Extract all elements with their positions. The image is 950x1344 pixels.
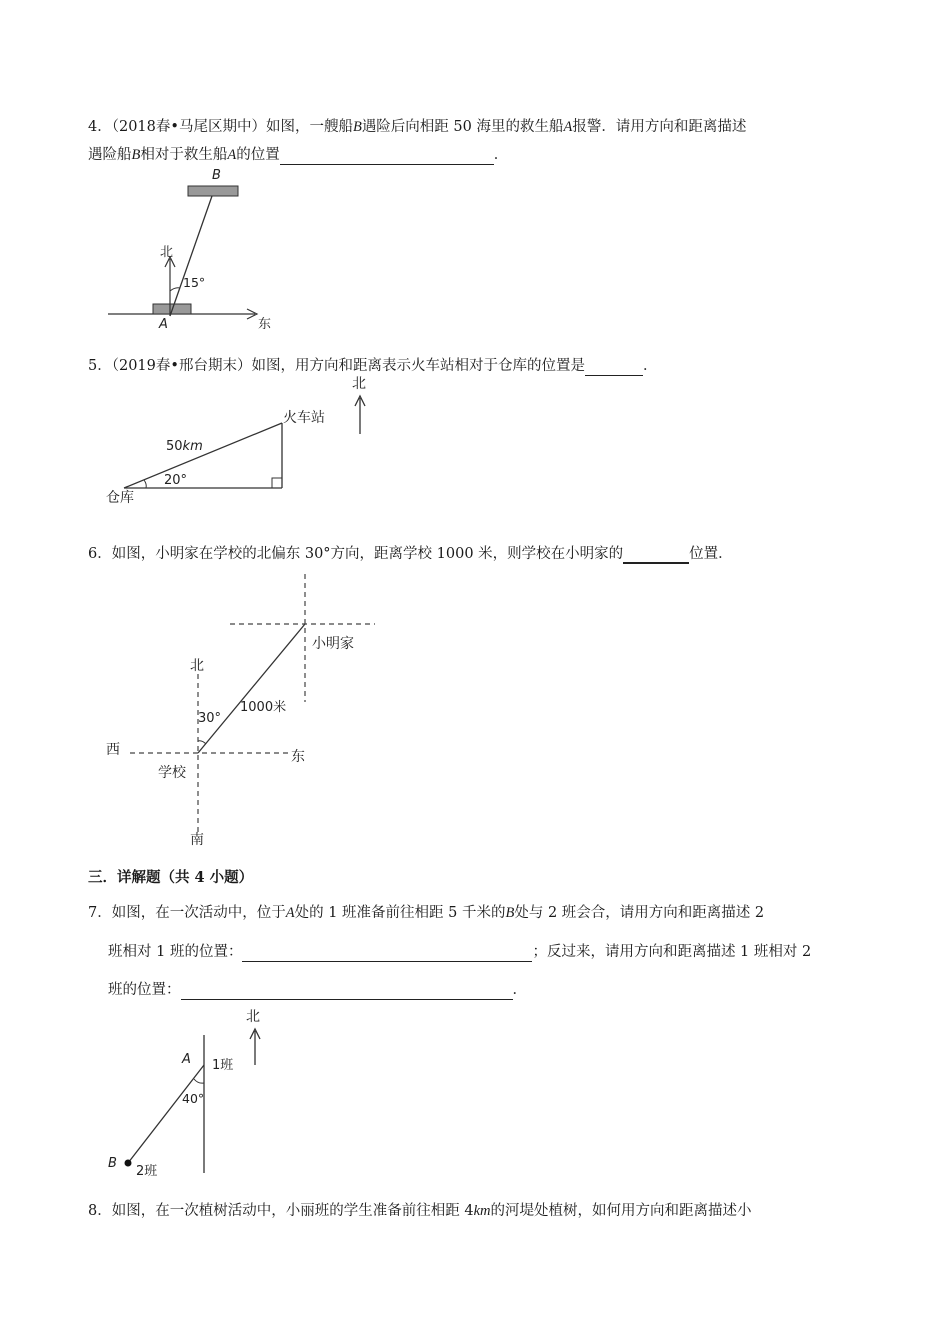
question-text: 位置． [689,546,733,562]
distance-label: 50km [166,439,203,454]
angle-arc [144,480,146,488]
school-label: 学校 [158,765,186,781]
question-number: 8． [88,1203,112,1219]
question-source: （2019春•邢台期末） [111,358,252,374]
question-text: 如图，在一次活动中，位于 [111,905,286,921]
distance-label: 1000米 [240,700,287,715]
question-7-line-3 [108,980,527,1000]
answer-blank[interactable] [623,546,689,564]
ship-b-label: B [212,168,221,183]
class1-label: 1班 [212,1058,234,1073]
question-text: 处的 1 班准备前往相距 5 千米的 [294,905,506,921]
question-text: 的河堤处植树，如何用方向和距离描述小 [490,1203,752,1219]
punctuation: ． [642,358,658,374]
question-text: 报警．请用方向和距离描述 [572,119,747,135]
question-text: 如图，一艘船 [265,119,353,135]
north-label: 北 [190,658,204,674]
point-b-dot [125,1160,132,1167]
angle-label: 40° [182,1091,205,1106]
question-text: 如图，在一次植树活动中，小丽班的学生准备前往相距 4 [111,1203,474,1219]
angle-arc [198,741,206,744]
west-label: 西 [106,742,120,758]
question-number: 5． [88,358,112,374]
question-number: 6． [88,546,112,562]
question-text: ；反过来，请用方向和距离描述 1 班相对 2 [532,944,812,960]
question-text: 班的位置： [108,982,181,998]
question-text: 遇险后向相距 50 海里的救生船 [361,119,564,135]
question-text: 如图，小明家在学校的北偏东 30°方向，距离学校 1000 米，则学校在小明家的 [111,546,624,562]
ship-a-label: A [159,317,168,332]
point-b-ref: B [352,119,362,135]
point-a-ref: A [227,147,237,163]
question-4-line-1 [88,117,746,137]
question-number: 4． [88,119,112,135]
question-text: 的位置 [236,147,280,163]
right-angle-mark [272,478,282,488]
point-b-label: B [108,1156,117,1171]
answer-blank-2[interactable] [181,983,513,1000]
angle-label: 15° [183,275,206,290]
angle-label: 30° [198,711,222,726]
question-6-line-1 [88,544,733,564]
home-label: 小明家 [312,636,354,652]
ship-b-rect [188,186,238,196]
angle-label: 20° [164,473,188,488]
answer-blank-1[interactable] [242,945,532,962]
angle-arc [194,1079,204,1083]
point-b-ref: B [505,905,515,921]
east-label: 东 [291,749,305,765]
question-source: （2018春•马尾区期中） [111,119,266,135]
question-number: 7． [88,905,112,921]
south-label: 南 [190,832,204,848]
question-7-line-1 [88,903,764,923]
bearing-line [198,624,305,753]
bearing-line [170,196,212,316]
point-a-ref: A [285,905,295,921]
unit-km: km [473,1203,491,1219]
warehouse-label: 仓库 [106,490,134,506]
punctuation: ． [493,147,509,163]
q5-figure [100,370,380,510]
bearing-line [128,1065,204,1163]
q6-figure [100,574,400,854]
station-label: 火车站 [283,410,325,426]
east-label: 东 [258,317,272,332]
question-8-line-1 [88,1201,752,1221]
point-a-label: A [182,1052,191,1067]
answer-blank[interactable] [280,148,494,165]
q4-figure [100,160,300,340]
question-text: 遇险船 [88,147,132,163]
point-b-ref: B [131,147,141,163]
answer-blank[interactable] [585,359,643,376]
north-label: 北 [160,245,174,260]
question-text: 处与 2 班会合，请用方向和距离描述 2 [514,905,765,921]
punctuation: ． [512,982,527,998]
q7-figure [100,1005,300,1185]
question-text: 相对于救生船 [140,147,228,163]
class2-label: 2班 [136,1164,158,1179]
question-text: 如图，用方向和距离表示火车站相对于仓库的位置是 [251,358,585,374]
hypotenuse-line [124,423,282,488]
point-a-ref: A [563,119,573,135]
north-label: 北 [352,376,366,392]
question-text: 班相对 1 班的位置： [108,944,243,960]
north-label: 北 [246,1009,260,1025]
section-title: 三．详解题（共 4 小题） [88,869,254,886]
question-7-line-2 [108,942,811,962]
